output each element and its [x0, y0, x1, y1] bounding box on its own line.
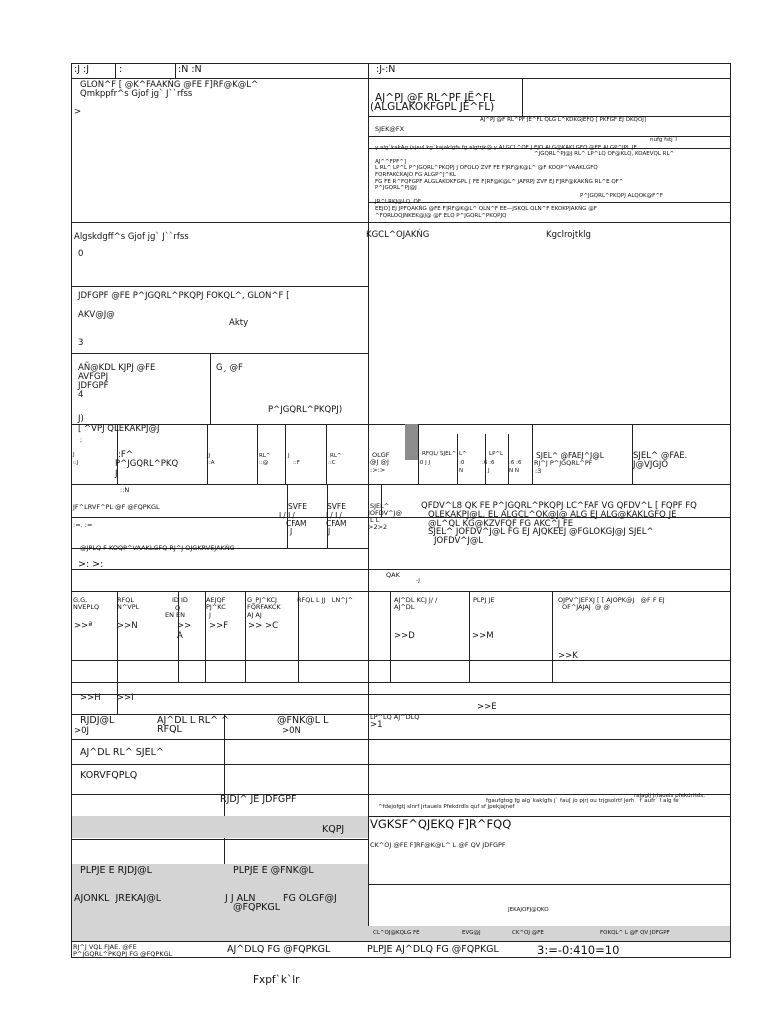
gross-weight-label: N^VPL: [117, 603, 140, 611]
rule: [72, 353, 368, 354]
declared-value-carriage-label: RJ^J P^JGQRL^PF: [534, 459, 593, 467]
certification-text: fgaufgtog fg alg`kaklgfs j` fau[ jo pjrj ou trjgsolrtf jerh f`aufr` l alg fe: [486, 798, 679, 804]
rule: [522, 78, 523, 116]
field-code: :>:>: [370, 466, 386, 474]
rule: [469, 591, 470, 682]
field-code: J: [328, 527, 331, 536]
field-code: RL^: [330, 453, 342, 459]
rate-class-label: AEJQF: [206, 596, 226, 604]
field-code: :J :J: [74, 64, 90, 75]
field-code: >>ª: [74, 621, 93, 631]
form-note: L RL^ LP^L P^JGQRL^PKQPJ J OFOLQ ZVF FE F]RF@K@L^ @F KOQP^VAAKLGFQ: [375, 165, 598, 171]
rule: [390, 591, 391, 682]
form-label: SJEK@FX: [375, 125, 405, 133]
field-code: :=. :=: [73, 521, 93, 529]
form-note: FQRFAKCKAJO FG ALGP^J^KL: [375, 172, 456, 178]
rate-charge-label: AJ^DL KCJ J/ /: [394, 596, 438, 604]
pieces-label: G,G,: [73, 596, 88, 604]
insurance-note: SJEL^ JOFDV^J@L FG EJ AJQKEEJ @FGLOKGJ@J SJEL^: [428, 527, 654, 537]
field-code: N: [459, 468, 464, 474]
carrier-use-label: RJ^J VQL FJAE. @FE: [73, 943, 137, 951]
rule: [72, 839, 368, 840]
field-code: :6 :6: [509, 460, 522, 466]
field-code: :3: [535, 467, 542, 475]
field-code: >0J: [74, 726, 90, 736]
form-note: ^JGQRL^PJ@J RL^ LP^LQ OF@KLQ, KOAEVQL RL^: [534, 151, 675, 157]
field-code: RL^: [259, 453, 271, 459]
collect-label: @FNK@L L: [277, 715, 329, 726]
consignee-label: Algskdgff^s Gjof jg` J``rfss: [74, 232, 189, 242]
field-code: -J: [416, 578, 420, 584]
field-code: J: [290, 527, 293, 536]
flight-label: SVFE: [288, 502, 307, 511]
carrier-name: VGKSF^QJEKQ F]R^FQQ: [370, 817, 512, 831]
shaded-box: [368, 926, 730, 941]
kg-lb-label: ID ID: [172, 596, 188, 604]
declared-value-customs-label: SJEL^ @FAE.: [633, 451, 688, 461]
form-note: FG FE R^FQFGPF ALGLAKOKFGPL [ FE F]RF@K@L^ JAFRPJ ZVF EJ F]RF@KAKŃG RL^E QF^: [375, 179, 624, 185]
destination-currency-label: FG OLGF@J: [283, 893, 337, 904]
field-code: >>K: [558, 651, 578, 661]
certification-text: rajaglj jrtauels pfekdrilsls,: [634, 793, 705, 799]
carrier-label: P^JGQRL^PKQPJ): [268, 405, 343, 415]
flight-label: L/ L/: [326, 511, 342, 520]
rule: [257, 424, 258, 484]
field-code: A: [177, 631, 183, 641]
account-number-label: G¸ @F: [216, 363, 243, 373]
date-label: CFAM: [286, 519, 307, 528]
charges-label: RFQL/ SJEL^: [422, 451, 457, 457]
field-code: >>E: [477, 702, 497, 712]
rule: [72, 764, 730, 765]
copy-label: Fxpf`k`lr: [253, 974, 300, 986]
rule: [368, 202, 730, 203]
commodity-label: AJ AJ: [247, 611, 262, 619]
iata-code-label: AÑ@KDL KJPJ @FE: [78, 363, 156, 373]
form-note: P^JGQRL^PJ@J: [375, 185, 417, 191]
rule: [72, 739, 730, 740]
information-label: KGCL^OJAKŃG: [366, 230, 430, 240]
rule: [175, 64, 176, 78]
shaded-box: [405, 424, 418, 460]
carrier-use-label: P^JGQRL^PKQPJ FG @FQPKGL: [73, 950, 173, 958]
rule: [72, 484, 730, 485]
insurance-label: JOFDV^J@: [368, 509, 402, 517]
field-code: :: [119, 64, 123, 75]
city-label: AKV@J@: [78, 310, 115, 320]
waybill-title: AJ^PJ @F RL^PF JË^FL: [375, 92, 495, 104]
iata-code-label: JDFGPF: [78, 381, 109, 391]
date-label: CFAM: [326, 519, 347, 528]
rule: [72, 569, 730, 570]
rule: [326, 424, 327, 484]
field-code: :6 :6: [482, 460, 495, 466]
field-code: J): [78, 414, 84, 424]
rule: [210, 353, 211, 424]
marker: >: [74, 107, 82, 117]
rule: [368, 64, 369, 941]
field-code: :J-:N: [376, 64, 396, 75]
shipper-signature-label: CK^OJ @FE F]RF@K@L^ L @F QV JDFGPF: [370, 841, 506, 849]
kg-lb-label: Q: [175, 604, 181, 612]
field-code: >>H >>I: [80, 693, 134, 703]
kg-lb-label: EN EN: [165, 611, 186, 619]
field-code: J: [73, 452, 75, 458]
field-code: >>: [177, 621, 192, 631]
field-code: >>M: [472, 631, 494, 641]
shipper-label-en: Qmkppfr^s Gjof jg` J``rfss: [80, 89, 193, 99]
field-code: >>N: [117, 621, 138, 631]
handling-info-label: @JPLQ F KOQP^VAAKLGFQ RJ^J OJGKRVEJAKŃG: [80, 544, 235, 552]
sci-label: QAK: [386, 571, 400, 579]
total-label: PLPJ JE: [473, 596, 495, 604]
destination-currency-label: @FQPKGL: [233, 902, 281, 913]
pieces-label: NVEPLQ: [73, 603, 100, 611]
field-code: ::F: [293, 460, 300, 466]
rate-class-label: PJ^KC: [206, 603, 226, 611]
rule: [72, 222, 730, 223]
waybill-subtitle: (ALGLAKOKFGPL JË^FL): [370, 101, 495, 113]
field-code: >1: [370, 720, 383, 730]
information-label-en: Kgclrojtklg: [546, 230, 591, 240]
field-code: J: [488, 468, 490, 474]
form-note: y alg`kakAg (sjevl kg`kajaklgfs fg algtrjk@ y ALGCL^OF J EJO ALG@KAKLGFQ @FE ALGP^JPL JE: [375, 145, 637, 151]
signature-carrier-label: CK^OJ @FE: [512, 930, 544, 936]
rate-charge-label: AJ^DL: [394, 603, 415, 611]
insurance-note: QFDV^L8 QK FE P^JGQRL^PKQPJ LC^FAF VG QFDV^L [ FQPF FQ: [421, 501, 697, 511]
currency-label: OLGF: [372, 451, 390, 459]
agent-label: JDFGPF @FE P^JGQRL^PKQPJ FOKQL^, GLON^F [: [78, 291, 290, 301]
rule: [552, 591, 553, 682]
signature-label: JEKAJOFJ@QKO: [508, 907, 549, 913]
destination-charges-label: AJ^DLQ FG @FQPKGL: [227, 944, 331, 955]
rule: [72, 682, 730, 683]
place-label: EVG@J: [462, 930, 481, 936]
first-carrier-label: P^JGQRL^PKQ: [115, 459, 179, 469]
tax-label: KORVFQPLQ: [80, 770, 138, 781]
other-charges-label: LP^L: [489, 451, 504, 457]
flight-label: L/ L/: [279, 511, 295, 520]
rule: [457, 434, 458, 484]
due-agent-label: RJDJ^ JE JDFGPF: [220, 794, 297, 805]
form-note: AJ^^FPF^]: [375, 159, 406, 165]
field-number: 4: [78, 390, 84, 400]
other-charges-label: LP^LQ AJ^DLQ: [370, 713, 420, 721]
field-code: ::C: [328, 460, 336, 466]
field-code: >: >:: [78, 559, 104, 570]
executed-on-label: CL^OJ@KQLG FE: [373, 930, 420, 936]
first-carrier-label: :F^: [118, 450, 133, 460]
rule: [508, 434, 509, 484]
insurance-note: JOFDV^J@L: [434, 536, 484, 546]
field-code: ::N: [120, 486, 130, 494]
nature-of-goods-label: OJPV^JEFXJ [ [ AJOPK@J @F F EJ: [558, 596, 665, 604]
field-code: J: [288, 453, 290, 459]
insurance-label: SJEL^: [370, 502, 390, 510]
issuing-carrier-label: FOKQL^ L @F QV JDFGPF: [600, 930, 670, 936]
waybill-number: 3:=-0:410=10: [537, 943, 620, 957]
currency-label: @J @J: [370, 458, 389, 466]
rule: [298, 591, 299, 682]
field-code: :0: [459, 460, 465, 466]
rule: [115, 64, 116, 78]
field-code: >0N: [282, 726, 301, 736]
form-note: EEJO] EJ JPFQAKŃG @FE F]RF@K@L^ QLN^F EE—JSKQL QLN^F EKOKPJAKŃG @F: [375, 206, 597, 212]
total-collect-label: PLPJE E @FNK@L: [233, 865, 314, 876]
form-note: JR^LRKJ@LQ, OF: [375, 199, 422, 205]
currency-conversion-label: AJONKL JREKAJ@L: [74, 893, 162, 904]
form-note: P^JGQRL^PKQPJ ALQOK@F^F: [580, 193, 664, 199]
rule: [72, 941, 730, 942]
field-code: ::@: [259, 460, 269, 466]
field-code: ;: [80, 436, 83, 444]
field-code: N N: [509, 468, 519, 474]
declared-value-customs-label: J@VJGJO: [633, 460, 669, 470]
rule: [532, 424, 533, 484]
field-code: >> >C: [248, 621, 279, 631]
form-note: AJ^PJ @F RL^PF JË^FL QLG L^KDKGJEFQ [ PKFGF EJ OKQOJ]: [480, 117, 646, 123]
rule: [72, 660, 730, 661]
rule: [285, 424, 286, 484]
commodity-label: G_PJ^KCJ: [247, 596, 277, 604]
iata-code-label: AVFGPJ: [78, 372, 109, 382]
weight-charge-label: AJ^DL L RL^ ^: [157, 715, 230, 726]
field-code: ::A: [207, 460, 215, 466]
commodity-label: FQRFAKCK: [247, 603, 281, 611]
rule: [418, 424, 419, 484]
field-code: >2>2: [368, 523, 388, 531]
carrier-due-label: KQPJ: [322, 824, 345, 835]
rule: [245, 591, 246, 682]
rule: [72, 794, 730, 795]
field-code: JJ: [207, 453, 211, 459]
insurance-note: @L^QL KG@KZVFQF FG AKC^J FE: [428, 519, 574, 529]
nature-of-goods-label: OF^JAJAJ @ @: [562, 603, 610, 611]
field-code: >>D: [394, 631, 415, 641]
field-number: 0: [78, 249, 84, 259]
routing-label: [ ^VPJ QLEKAKPJ@J: [78, 424, 160, 434]
field-code: :0 J J: [418, 460, 431, 466]
rule: [72, 78, 730, 79]
insurance-note: QLEKAKPJ@L, EL ALGCL^OK@J@ ALG EJ ALG@KAKLGFQ JE: [428, 510, 677, 520]
field-number: 3: [78, 338, 84, 348]
destination-airport-label: JF^LRVF^PL @F @FQPKGL: [73, 503, 160, 511]
destination-currency-label: J J ALN: [225, 893, 256, 904]
certification-text: ^fdejofgtj slnrf jrtauels Pfekdrdls quf sf jpekjajnef: [378, 804, 515, 810]
prepaid-label: RJDJ@L: [80, 715, 115, 726]
field-code: ::J: [73, 460, 79, 466]
field-code: L L: [370, 516, 380, 524]
rule: [72, 694, 730, 695]
form-note: ^FQRLOQJNKEK@J@ @F ELQ P^JGQRL^PKQPJQ: [375, 213, 507, 219]
valuation-charge-label: AJ^DL RL^ SJEL^: [80, 747, 164, 758]
rate-class-label: J: [209, 611, 211, 619]
gross-weight-label: RFQL: [117, 596, 134, 604]
chargeable-weight-label: RFQL L JJ LN^J^: [297, 596, 354, 604]
field-code: L^: [459, 451, 467, 457]
rule: [72, 286, 368, 287]
field-code: >>F: [209, 621, 229, 631]
rule: [485, 434, 486, 484]
total-collect-charges-label: PLPJE AJ^DLQ FG @FQPKGL: [367, 944, 499, 955]
rule: [72, 591, 730, 592]
flight-label: SVFE: [327, 502, 346, 511]
field-code: :N :N: [178, 64, 202, 75]
weight-charge-label: RFQL: [157, 724, 182, 735]
total-prepaid-label: PLPJE E RJDJ@L: [80, 865, 152, 876]
first-carrier-label: J: [115, 469, 118, 479]
city-label-en: Akty: [229, 318, 249, 328]
shipper-label: GLON^F [ @K^FAAKŃG @FE F]RF@K@L^: [80, 80, 259, 90]
declared-value-carriage-label: SJEL^ @FAEJ^J@L: [536, 451, 604, 460]
form-note: nufg fstj`l: [650, 137, 677, 143]
